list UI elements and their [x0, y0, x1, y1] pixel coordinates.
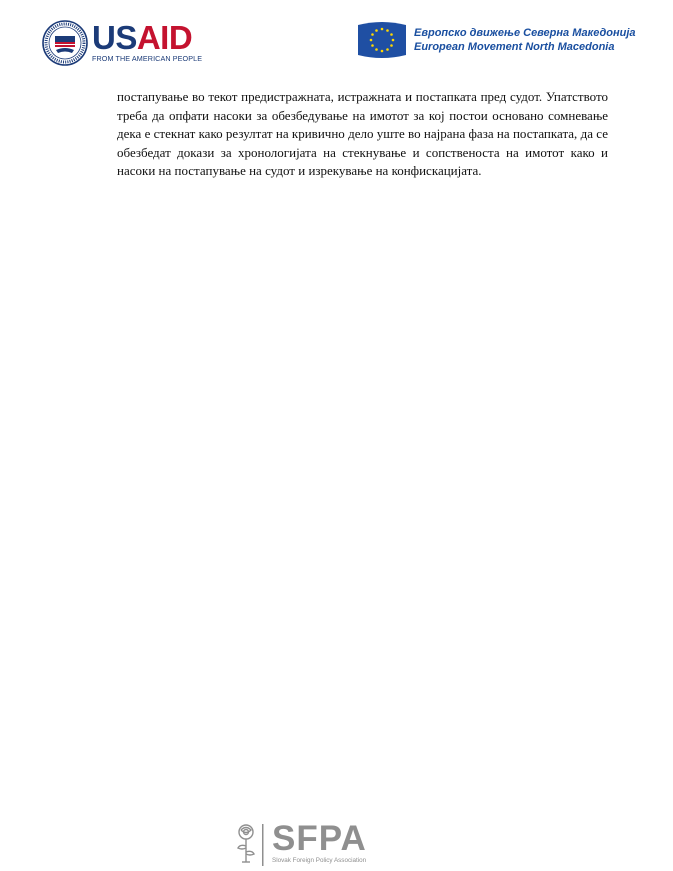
- sfpa-logo: [232, 819, 367, 868]
- usaid-wordmark: [92, 19, 202, 56]
- usaid-us: US: [92, 19, 137, 56]
- usaid-logo: [42, 18, 202, 68]
- usaid-seal-icon: [42, 20, 88, 66]
- emnm-name-en: European Movement North Macedonia: [414, 41, 615, 53]
- body-paragraph: постапување во текот предистражната, истражната и постапката пред судот. Упатството треба да опфати насоки за обезбедување на имотот за кој постои основано сомневање дека е стекнат како резултат на кривично дело уште во најрана фаза на постапката, да се обезбедат докази за хронологијата на стекнување и сопственоста на имотот како и насоки на постапување на судот и изрекување на конфискацијата.: [117, 89, 608, 178]
- sfpa-emblem-icon: [232, 822, 268, 868]
- emnm-logo: [356, 20, 636, 60]
- usaid-tagline: FROM THE AMERICAN PEOPLE: [92, 54, 203, 63]
- usaid-aid: AID: [136, 19, 193, 56]
- eu-flag-icon: [356, 21, 408, 59]
- sfpa-subtitle: Slovak Foreign Policy Association: [272, 857, 367, 864]
- emnm-name-mk: Европско движење Северна Македонија: [414, 27, 636, 39]
- sfpa-wordmark: SFPA: [272, 819, 367, 858]
